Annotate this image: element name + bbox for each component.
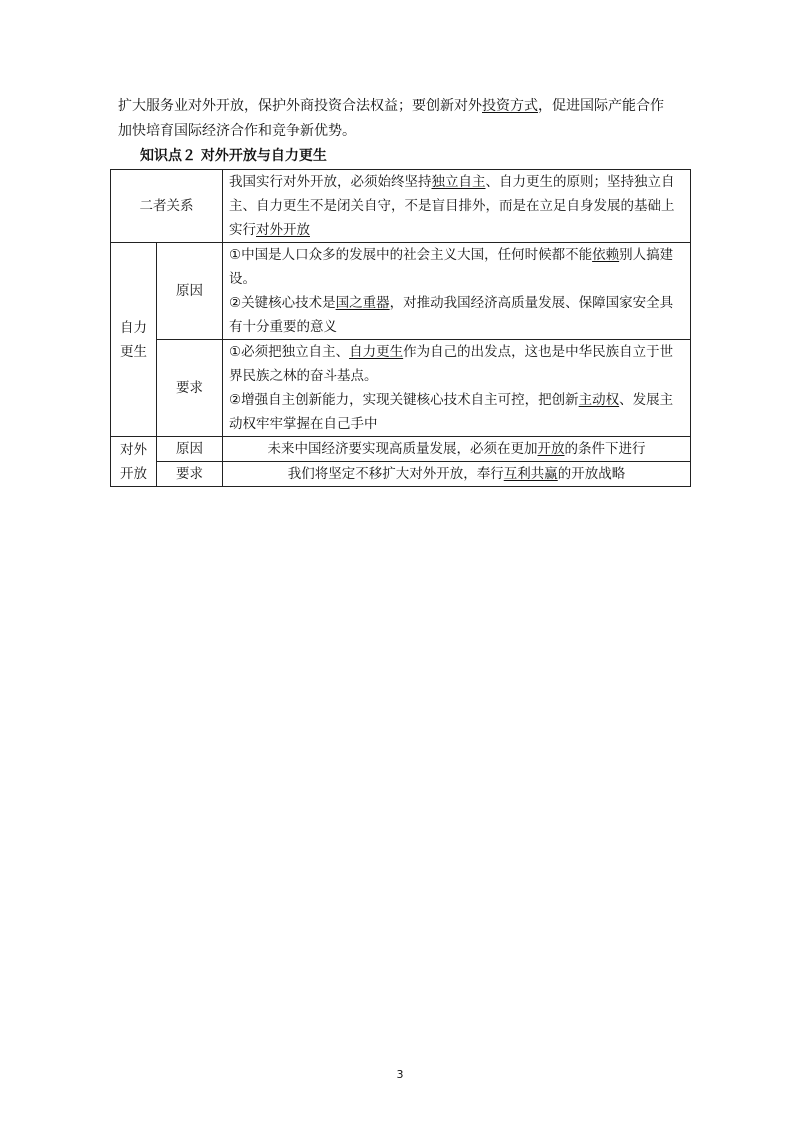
table-row-self-reliance-requirement — [111, 340, 691, 437]
intro-paragraph — [118, 94, 698, 144]
opening-reason-underlined-term: 开放 — [537, 441, 565, 457]
reason-text: ，对推动我国经济高质量发展、保障国家安全具有十分重要的意义 — [229, 295, 674, 335]
requirement-underlined-term: 自力更生 — [349, 344, 404, 360]
opening-requirement-text: 我们将坚定不移扩大对外开放，奉行 — [287, 466, 504, 482]
requirement-item-2 — [229, 388, 684, 436]
relation-content — [223, 170, 691, 243]
opening-label-line: 对外 — [120, 441, 147, 458]
table-row-opening-requirement — [111, 462, 691, 487]
knowledge-table — [110, 169, 691, 487]
opening-reason-text: 未来中国经济要实现高质量发展，必须在更加 — [267, 441, 538, 457]
self-reliance-requirement-content — [223, 340, 691, 437]
table-row-self-reliance-reason — [111, 243, 691, 340]
page-number: 3 — [396, 1068, 404, 1081]
opening-reason-label: 原因 — [157, 437, 223, 462]
reason-text: ②关键核心技术是 — [229, 295, 336, 311]
requirement-text: 、发展主动权牢牢掌握在自己手中 — [229, 392, 674, 432]
reason-item-1 — [229, 243, 684, 291]
opening-reason-content — [223, 437, 691, 462]
requirement-underlined-term: 主动权 — [578, 392, 620, 408]
requirement-text: ②增强自主创新能力，实现关键核心技术自主可控，把创新 — [229, 392, 579, 408]
opening-reason-text: 的条件下进行 — [564, 441, 646, 457]
reason-underlined-term: 依赖 — [592, 247, 620, 263]
relation-label: 二者关系 — [111, 170, 223, 243]
relation-text: 我国实行对外开放，必须始终坚持 — [229, 174, 432, 190]
reason-text: ①中国是人口众多的发展中的社会主义大国，任何时候都不能 — [229, 247, 593, 263]
opening-requirement-label: 要求 — [157, 462, 223, 487]
requirement-text: ①必须把独立自主、 — [229, 344, 350, 360]
table-row-opening-reason — [111, 437, 691, 462]
self-reliance-label — [111, 243, 157, 437]
opening-label — [111, 437, 157, 487]
reason-item-2 — [229, 291, 684, 339]
self-reliance-reason-content — [223, 243, 691, 340]
reason-text: 别人搞建设。 — [229, 247, 674, 287]
intro-text: 扩大服务业对外开放，保护外商投资合法权益；要创新对外 — [118, 98, 482, 114]
relation-underlined-term: 对外开放 — [256, 222, 310, 238]
self-reliance-label-line: 更生 — [120, 343, 147, 360]
self-reliance-reason-label: 原因 — [157, 243, 223, 340]
intro-line-2: 加快培育国际经济合作和竞争新优势。 — [118, 123, 356, 139]
self-reliance-requirement-label: 要求 — [157, 340, 223, 437]
relation-text: 、自力更生的原则；坚持独立自主、自力更生不是闭关自守，不是盲目排外，而是在立足自身发展的基础上实行 — [229, 174, 675, 238]
opening-requirement-content — [223, 462, 691, 487]
requirement-item-1 — [229, 340, 684, 388]
table-row-relation — [111, 170, 691, 243]
self-reliance-label-line: 自力 — [120, 319, 147, 336]
intro-line-1 — [118, 94, 698, 119]
section-heading: 知识点２ 对外开放与自力更生 — [140, 148, 327, 164]
opening-requirement-text: 的开放战略 — [557, 466, 626, 482]
relation-underlined-term: 独立自主 — [431, 174, 486, 190]
requirement-text: 作为自己的出发点，这也是中华民族自立于世界民族之林的奋斗基点。 — [229, 344, 674, 384]
reason-underlined-term: 国之重器 — [335, 295, 390, 311]
intro-text: ，促进国际产能合作 — [538, 98, 664, 114]
opening-requirement-underlined-term: 互利共赢 — [503, 466, 558, 482]
opening-label-line: 开放 — [120, 465, 147, 482]
intro-underlined-term: 投资方式 — [482, 98, 538, 114]
